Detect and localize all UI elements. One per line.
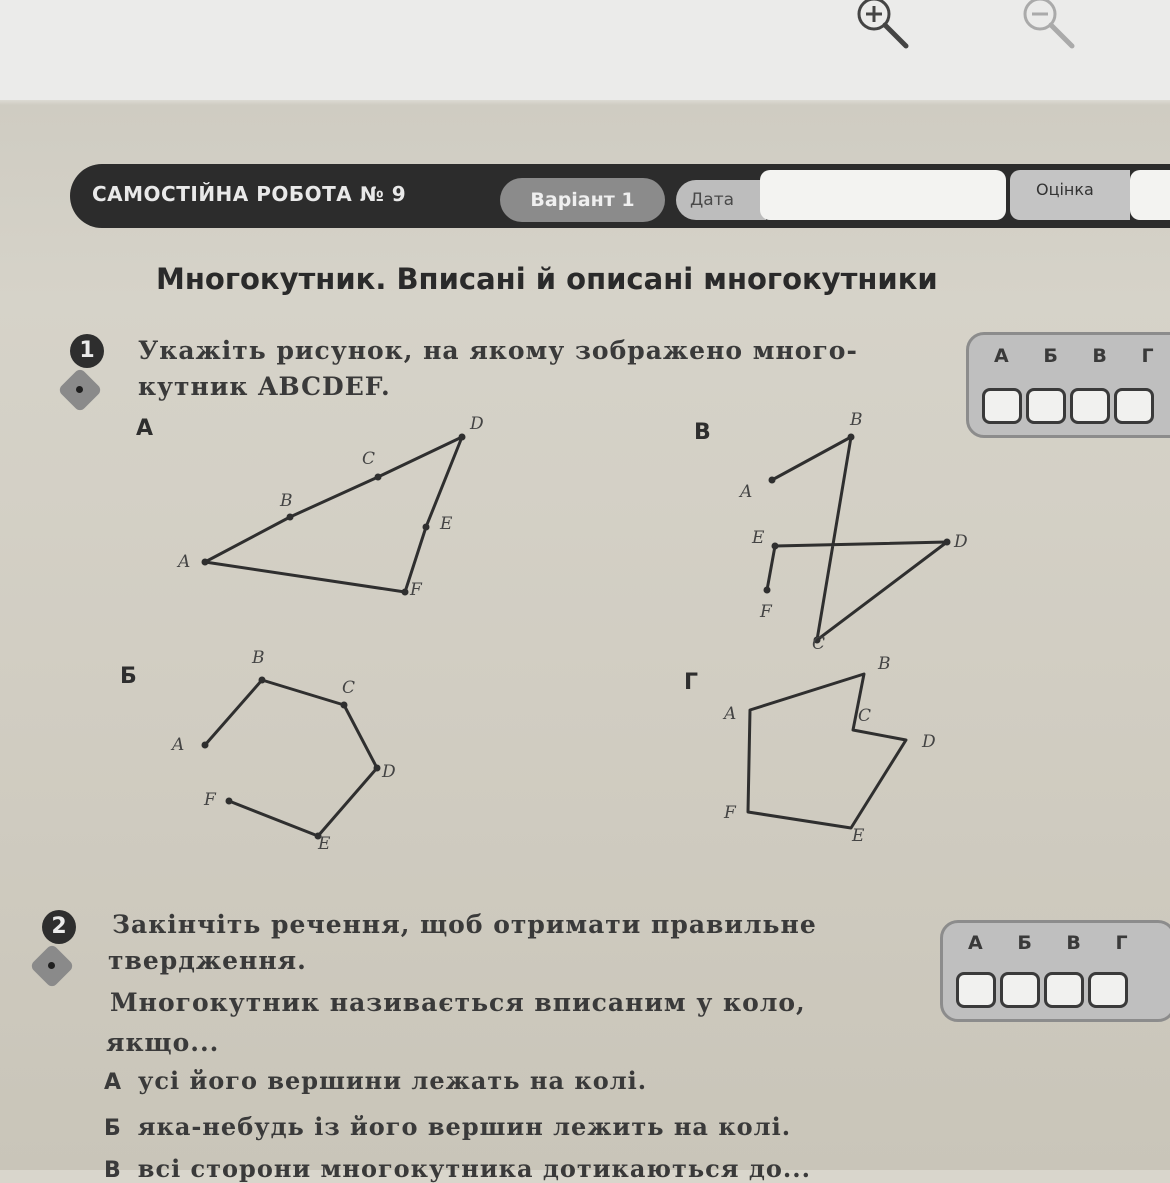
vertex-label: E: [318, 834, 331, 854]
variant-badge: Варіант 1: [500, 178, 665, 222]
option-letter: А: [104, 1070, 123, 1095]
answer-letters: А Б В Г: [968, 932, 1142, 954]
task-text-line: Закінчіть речення, щоб отримати правильне: [112, 910, 817, 939]
figure-label: А: [136, 416, 154, 441]
option-b[interactable]: [104, 1112, 791, 1141]
work-title: САМОСТІЙНА РОБОТА № 9: [92, 182, 407, 206]
vertex-label: F: [410, 580, 422, 600]
vertex-dot: [287, 514, 294, 521]
vertex-label: B: [878, 654, 891, 674]
vertex-dot: [423, 524, 430, 531]
vertex-dot: [944, 539, 951, 546]
vertex-dot: [202, 742, 209, 749]
vertex-label: C: [342, 678, 356, 698]
grade-label: Оцінка: [1010, 170, 1130, 220]
vertex-label: C: [362, 449, 376, 469]
option-letter: Б: [104, 1116, 122, 1141]
vertex-dot: [202, 559, 209, 566]
figure-b-shape: [205, 680, 377, 836]
vertex-label: C: [812, 634, 826, 654]
task-text-line: твердження.: [108, 946, 307, 975]
vertex-label: A: [178, 552, 191, 572]
page-title: Многокутник. Вписані й описані многокутники: [156, 262, 938, 296]
vertex-label: F: [204, 790, 216, 810]
vertex-label: B: [850, 410, 863, 430]
vertex-dot: [764, 587, 771, 594]
task-text-line: якщо...: [106, 1028, 220, 1057]
vertex-dot: [402, 589, 409, 596]
task-text-line: Многокутник називається вписаним у коло,: [110, 988, 806, 1017]
vertex-label: D: [382, 762, 396, 782]
date-label: Дата: [676, 180, 766, 220]
figure-v-shape: [767, 437, 947, 640]
vertex-dot: [848, 434, 855, 441]
vertex-label: A: [724, 704, 737, 724]
task-number: 2: [42, 910, 76, 944]
vertex-dot: [459, 434, 466, 441]
vertex-label: F: [724, 803, 736, 823]
vertex-dot: [374, 765, 381, 772]
vertex-label: D: [922, 732, 936, 752]
figure-label: Г: [684, 670, 699, 695]
vertex-label: E: [440, 514, 453, 534]
task-number: 1: [70, 334, 104, 368]
vertex-label: A: [740, 482, 753, 502]
vertex-label: D: [954, 532, 968, 552]
task-text-line: кутник ABCDEF.: [138, 372, 391, 401]
answer-cell[interactable]: [1088, 972, 1128, 1008]
option-a[interactable]: [104, 1066, 647, 1095]
vertex-dot: [226, 798, 233, 805]
option-text: всі сторони многокутника дотикаються до...: [137, 1154, 811, 1183]
vertex-dot: [375, 474, 382, 481]
vertex-label: E: [852, 826, 865, 846]
option-v[interactable]: [104, 1154, 811, 1183]
option-text: усі його вершини лежать на колі.: [138, 1066, 648, 1095]
answer-cell[interactable]: [956, 972, 996, 1008]
vertex-label: E: [752, 528, 765, 548]
figure-a-shape: [205, 437, 462, 592]
option-text: яка-небудь із його вершин лежить на колі.: [137, 1112, 792, 1141]
vertex-label: B: [252, 648, 265, 668]
difficulty-dot: [48, 962, 55, 969]
vertex-dot: [259, 677, 266, 684]
vertex-dot: [341, 702, 348, 709]
vertex-label: D: [470, 414, 484, 434]
option-letter: В: [104, 1158, 122, 1183]
figure-g-shape: [748, 674, 906, 828]
vertex-label: A: [172, 735, 185, 755]
vertex-dot: [772, 543, 779, 550]
answer-cell[interactable]: [1000, 972, 1040, 1008]
figure-label: В: [694, 420, 711, 445]
answer-letters: А Б В Г: [994, 345, 1168, 367]
vertex-label: B: [280, 491, 293, 511]
vertex-dot: [769, 477, 776, 484]
vertex-label: C: [858, 706, 872, 726]
task-text-line: Укажіть рисунок, на якому зображено много-: [138, 336, 858, 365]
figure-label: Б: [120, 664, 137, 689]
answer-cell[interactable]: [1044, 972, 1084, 1008]
vertex-label: F: [760, 602, 772, 622]
